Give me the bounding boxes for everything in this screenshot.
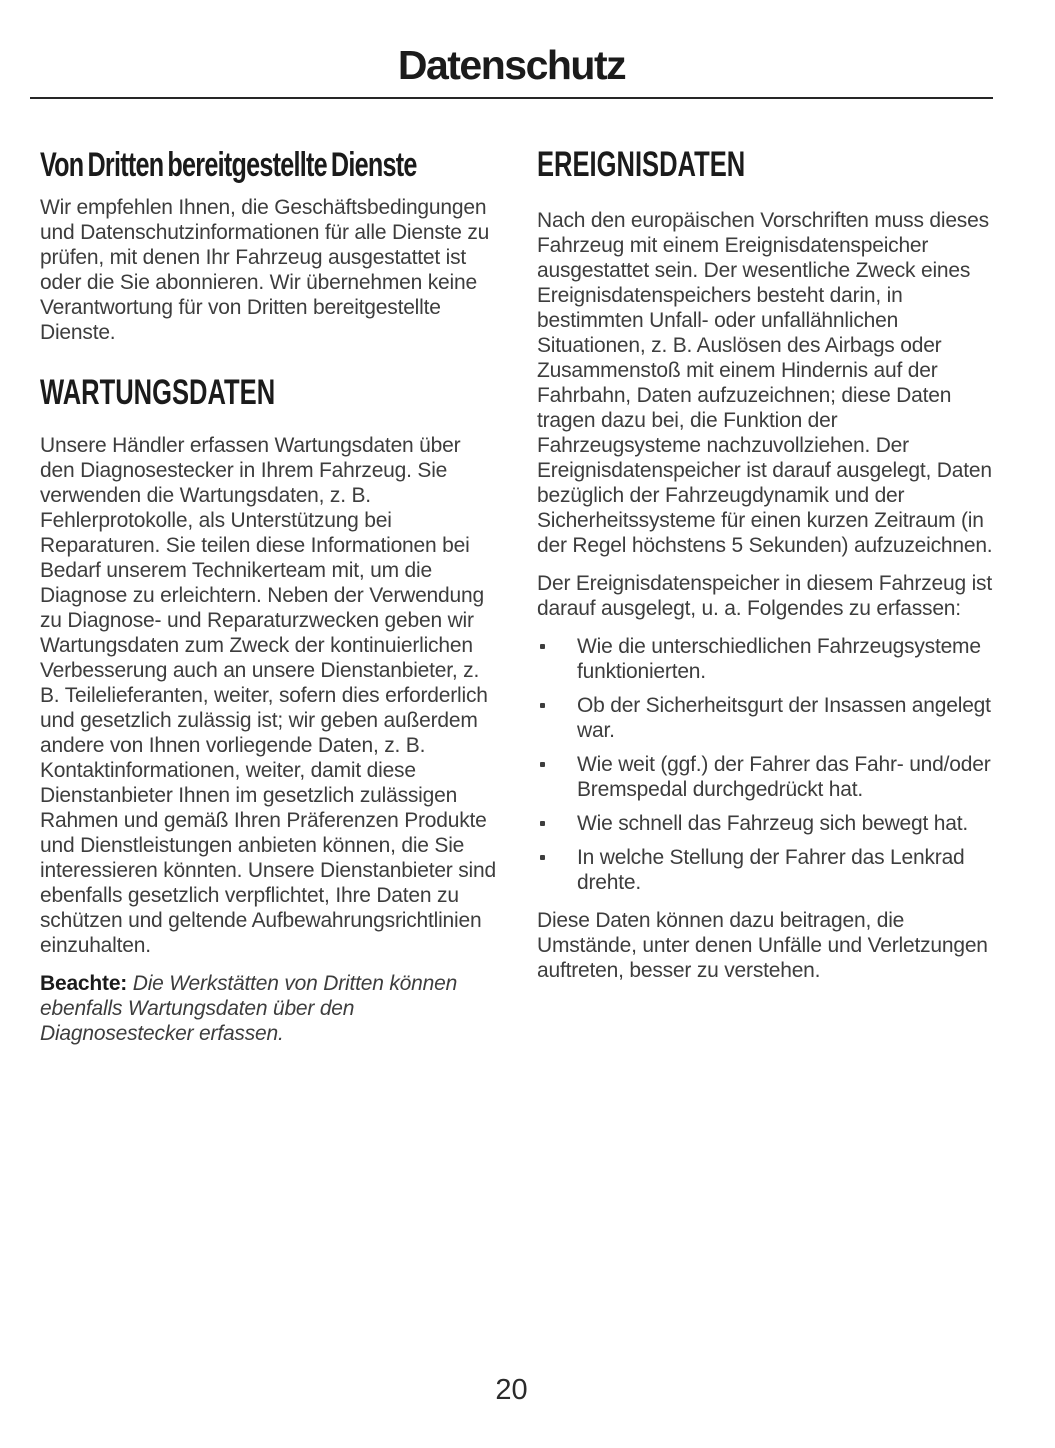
note-label: Beachte: <box>40 972 128 995</box>
bullet-marker-icon <box>540 703 545 708</box>
bullet-text: In welche Stellung der Fahrer das Lenkrad drehte. <box>577 846 965 894</box>
bullet-item <box>537 693 1005 743</box>
heading-third-party-services: Von Dritten bereitgestellte Dienste <box>40 146 417 184</box>
bullet-item <box>537 634 1005 684</box>
bullet-marker-icon <box>540 855 545 860</box>
paragraph-events-outro: Diese Daten können dazu beitragen, die Umstände, unter denen Unfälle und Verletzungen auftreten, besser zu verstehen. <box>537 909 988 982</box>
bullet-text: Wie die unterschiedlichen Fahrzeugsysteme funktionierten. <box>577 635 981 683</box>
heading-wartungsdaten: WARTUNGSDATEN <box>40 373 276 412</box>
paragraph-wartungsdaten: Unsere Händler erfassen Wartungsdaten über den Diagnosestecker in Ihrem Fahrzeug. Sie verwenden die Wartungsdaten, z. B. Fehlerprotokolle, als Unterstützung bei Reparaturen. Sie teilen diese Informationen bei Bedarf unserem Technikerteam mit, um die Diagnose zu erleichtern. Neben der Verwendung zu Diagnose- und Reparaturzwecken geben wir Wartungsdaten zum Zweck der kontinuierlichen Verbesserung auch an unsere Dienstanbieter, z. B. Teilelieferanten, weiter, sofern dies erforderlich und gesetzlich zulässig ist; wir geben außerdem andere von Ihnen vorliegende Daten, z. B. Kontaktinformationen, weiter, damit diese Dienstanbieter Ihnen im gesetzlich zulässigen Rahmen und gemäß Ihren Präferenzen Produkte und Dienstleistungen anbieten können, die Sie interessieren könnten. Unsere Dienstanbieter sind ebenfalls gesetzlich verpflichtet, Ihre Daten zu schützen und geltende Aufbewahrungsrichtlinien einzuhalten. <box>40 434 496 957</box>
paragraph-third-party-services: Wir empfehlen Ihnen, die Geschäftsbedingungen und Datenschutzinformationen für alle Dienste zu prüfen, mit denen Ihr Fahrzeug ausgestattet ist oder die Sie abonnieren. Wir übernehmen keine Verantwortung für von Dritten bereitgestellte Dienste. <box>40 196 490 344</box>
bullet-item <box>537 752 1005 802</box>
bullet-marker-icon <box>540 644 545 649</box>
page-title: Datenschutz <box>397 42 626 88</box>
note <box>40 971 498 1046</box>
bullet-item <box>537 845 1005 895</box>
bullet-text: Ob der Sicherheitsgurt der Insassen angelegt war. <box>577 694 991 742</box>
page-header <box>30 0 993 99</box>
bullet-marker-icon <box>540 821 545 826</box>
bullet-item <box>537 811 1005 836</box>
paragraph-events-intro: Nach den europäischen Vorschriften muss dieses Fahrzeug mit einem Ereignisdatenspeicher ausgestattet sein. Der wesentliche Zweck eines Ereignisdatenspeichers besteht darin, in bestimmten Unfall- oder unfallähnlichen Situationen, z. B. Auslösen des Airbags oder Zusammenstoß mit einem Hindernis auf der Fahrbahn, Daten aufzuzeichnen; diese Daten tragen dazu bei, die Funktion der Fahrzeugsysteme nachzuvollziehen. Der Ereignisdatenspeicher ist darauf ausgelegt, Daten bezüglich der Fahrzeugdynamik und der Sicherheitssysteme für einen kurzen Zeitraum (in der Regel höchstens 5 Sekunden) aufzuzeichnen. <box>537 209 993 557</box>
bullet-text: Wie weit (ggf.) der Fahrer das Fahr- und/oder Bremspedal durchgedrückt hat. <box>577 753 991 801</box>
bullet-text: Wie schnell das Fahrzeug sich bewegt hat. <box>577 812 969 835</box>
bullet-marker-icon <box>540 762 545 767</box>
page-number: 20 <box>495 1374 528 1406</box>
right-column <box>537 147 1005 996</box>
note-text: Die Werkstätten von Dritten können ebenfalls Wartungsdaten über den Diagnosestecker erfassen. <box>40 972 458 1045</box>
paragraph-events-list-intro: Der Ereignisdatenspeicher in diesem Fahrzeug ist darauf ausgelegt, u. a. Folgendes zu erfassen: <box>537 572 992 620</box>
content-columns <box>0 99 1055 1059</box>
left-column <box>40 147 498 1059</box>
heading-ereignisdaten: EREIGNISDATEN <box>537 145 746 184</box>
events-bullet-list <box>537 634 1005 895</box>
